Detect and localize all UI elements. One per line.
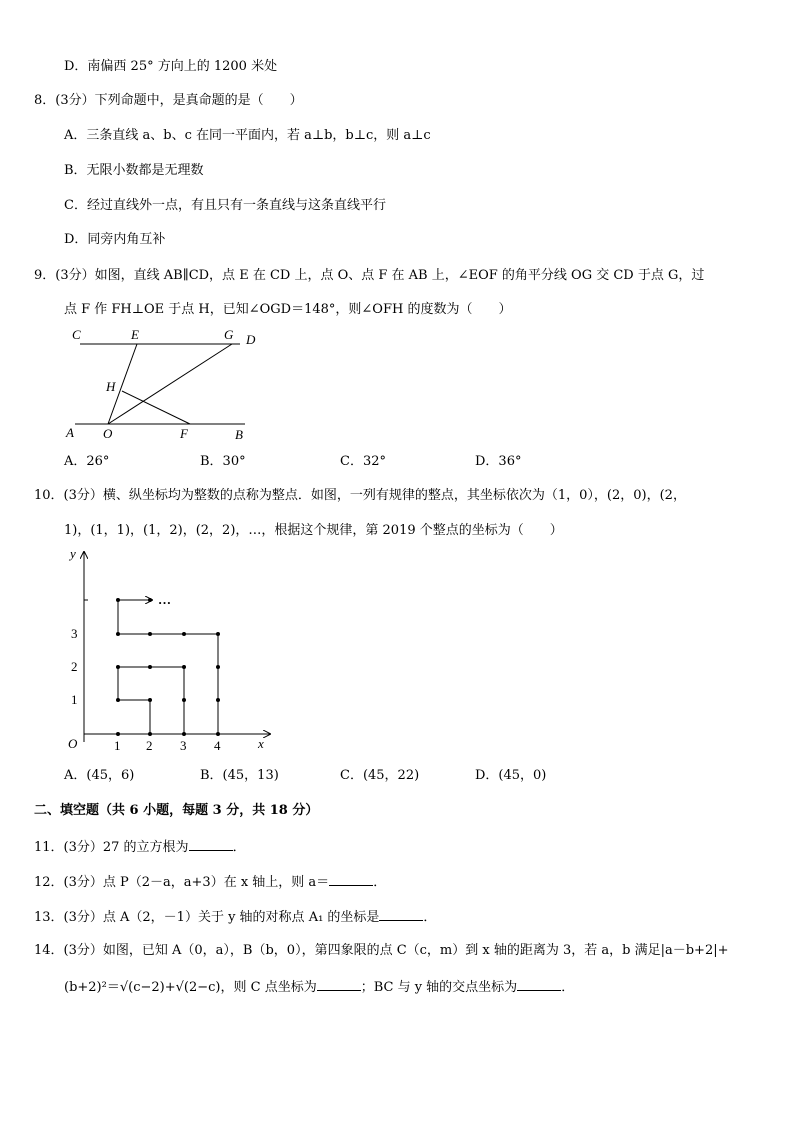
point [116, 665, 120, 669]
point [116, 632, 120, 636]
y-tick-1: 1 [71, 692, 78, 707]
q8-stem: 8．(3分）下列命题中，是真命题的是（ ） [34, 93, 303, 108]
label-h: H [106, 379, 116, 394]
label-o: O [103, 426, 113, 441]
q13-end: ． [423, 910, 437, 925]
q12-stem: 12．(3分）点 P（2－a，a+3）在 x 轴上，则 a＝ [34, 875, 330, 890]
q9-option-d: D．36° [475, 454, 522, 469]
q10-stem-line2: 1)，(1，1)，(1，2)，(2，2)，…，根据这个规律，第 2019 个整点的坐标为（ ） [64, 523, 563, 538]
q9-option-c: C．32° [340, 454, 386, 469]
x-tick-4: 4 [214, 738, 221, 753]
x-tick-3: 3 [180, 738, 187, 753]
label-a: A [66, 425, 74, 440]
q8-option-a: A．三条直线 a、b、c 在同一平面内，若 a⊥b，b⊥c，则 a⊥c [64, 128, 431, 143]
q10-lattice-figure [60, 542, 280, 757]
point [148, 632, 152, 636]
point [182, 732, 186, 736]
point [216, 665, 220, 669]
q12-end: ． [373, 875, 387, 890]
q14-stem-line1: 14．(3分）如图，已知 A（0，a），B（b，0），第四象限的点 C（c，m）到 x 轴的距离为 3，若 a，b 满足|a－b+2|+ [34, 943, 729, 958]
q11-end: ． [232, 840, 246, 855]
q8-option-b: B．无限小数都是无理数 [64, 163, 204, 178]
q11-stem: 11．(3分）27 的立方根为 [34, 840, 189, 855]
x-tick-1: 1 [114, 738, 121, 753]
y-tick-3: 3 [71, 626, 78, 641]
label-e: E [131, 327, 139, 342]
q7-option-d: D．南偏西 25° 方向上的 1200 米处 [64, 59, 278, 74]
segment-fh [122, 391, 190, 424]
q8-option-d: D．同旁内角互补 [64, 232, 166, 247]
label-d: D [246, 332, 256, 347]
q9-stem-line1: 9．(3分）如图，直线 AB∥CD，点 E 在 CD 上，点 O、点 F 在 AB 上，∠EOF 的角平分线 OG 交 CD 于点 G，过 [34, 268, 705, 283]
q14-stem-line2 [64, 978, 574, 996]
q14-answer-blank-intersection[interactable] [517, 978, 561, 991]
q13-answer-blank[interactable] [379, 908, 423, 921]
section-2-heading: 二、填空题（共 6 小题，每题 3 分，共 18 分） [34, 803, 319, 818]
point [148, 598, 152, 602]
q9-stem-line2: 点 F 作 FH⊥OE 于点 H，已知∠OGD＝148°，则∠OFH 的度数为（ ） [64, 302, 512, 317]
q11-answer-blank[interactable] [189, 838, 233, 851]
y-axis-label: y [70, 546, 76, 561]
q10-option-d: D．(45，0) [475, 768, 547, 783]
y-tick-2: 2 [71, 659, 78, 674]
q11 [34, 838, 246, 856]
x-tick-2: 2 [146, 738, 153, 753]
point [116, 598, 120, 602]
origin-label: O [68, 736, 78, 751]
point [116, 732, 120, 736]
x-axis-label: x [258, 736, 264, 751]
q14-stem-part-b: ；BC 与 y 轴的交点坐标为 [360, 980, 518, 995]
point [148, 732, 152, 736]
point [148, 665, 152, 669]
q13-stem: 13．(3分）点 A（2，－1）关于 y 轴的对称点 A₁ 的坐标是 [34, 910, 380, 925]
q12 [34, 873, 386, 891]
segment-og [108, 344, 232, 424]
point [182, 632, 186, 636]
q14-end: ． [561, 980, 575, 995]
point [116, 698, 120, 702]
q10-option-c: C．(45，22) [340, 768, 420, 783]
q12-answer-blank[interactable] [329, 873, 373, 886]
q14-answer-blank-c[interactable] [317, 978, 361, 991]
label-f: F [180, 426, 188, 441]
point [216, 732, 220, 736]
point [182, 698, 186, 702]
point [182, 665, 186, 669]
q10-stem-line1: 10．(3分）横、纵坐标均为整数的点称为整点．如图，一列有规律的整点，其坐标依次为（1，0），(2，0)，(2， [34, 488, 686, 503]
label-c: C [72, 327, 81, 342]
point [216, 632, 220, 636]
q10-option-a: A．(45，6) [64, 768, 135, 783]
q9-option-b: B．30° [200, 454, 246, 469]
ellipsis: … [158, 592, 171, 607]
q13 [34, 908, 436, 926]
lattice-path [118, 600, 218, 734]
q10-option-b: B．(45，13) [200, 768, 279, 783]
q8-option-c: C．经过直线外一点，有且只有一条直线与这条直线平行 [64, 198, 386, 213]
label-b: B [235, 427, 243, 442]
q9-option-a: A．26° [64, 454, 110, 469]
point [216, 698, 220, 702]
q14-stem-part-a: (b+2)²＝√(c−2)+√(2−c)，则 C 点坐标为 [64, 980, 317, 995]
q9-geometry-figure [60, 325, 260, 445]
point [148, 698, 152, 702]
label-g: G [224, 327, 234, 342]
